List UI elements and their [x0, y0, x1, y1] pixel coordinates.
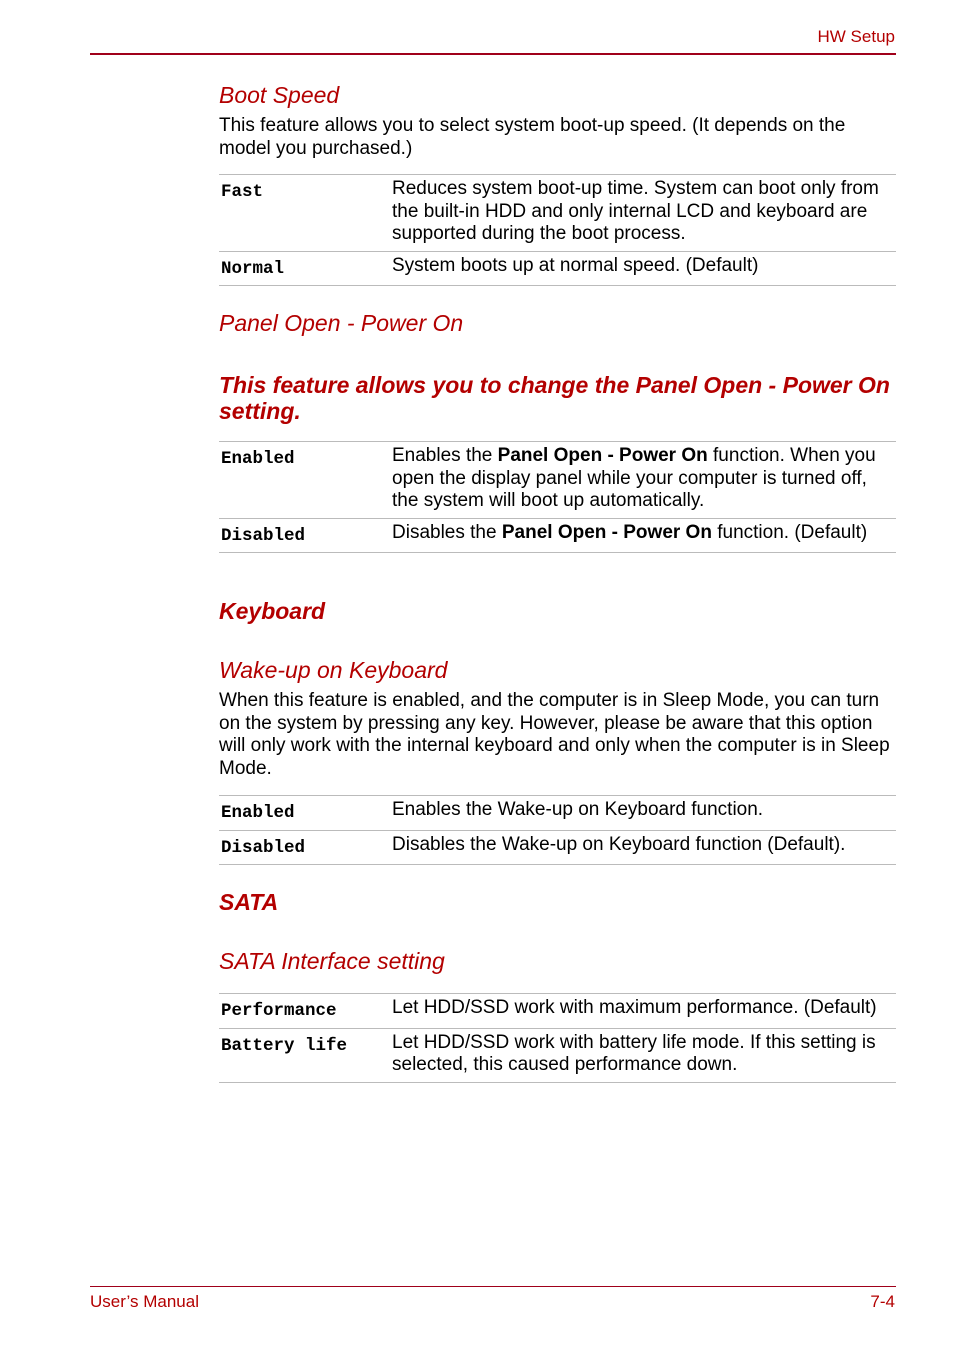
- desc-pre: Disables the: [392, 521, 502, 543]
- wake-keyboard-block: [219, 657, 896, 780]
- option-key: Disabled: [221, 837, 306, 858]
- running-header: HW Setup: [817, 27, 895, 46]
- table-row: [219, 1028, 896, 1082]
- table-row: [219, 830, 896, 865]
- option-desc: Enables the Wake-up on Keyboard function.: [392, 799, 764, 820]
- option-key: Performance: [221, 1001, 337, 1021]
- option-desc: Let HDD/SSD work with maximum performance. (Default): [392, 997, 877, 1018]
- desc-bold: Panel Open - Power On: [497, 445, 708, 466]
- table-row: [219, 442, 896, 519]
- option-desc: Reduces system boot-up time. System can boot only from the built-in HDD and only internal LCD and keyboard are supported during the boot process.: [392, 178, 879, 244]
- option-key: Enabled: [221, 449, 295, 469]
- option-desc: [392, 442, 896, 519]
- keyboard-heading: Keyboard: [219, 598, 326, 624]
- sata-heading: SATA: [219, 889, 279, 915]
- page-number: 7-4: [870, 1292, 895, 1311]
- panel-open-heading: Panel Open - Power On: [219, 310, 464, 336]
- option-desc: [392, 518, 896, 553]
- header-rule: [90, 53, 896, 55]
- table-row: [219, 796, 896, 831]
- sata-interface-heading: SATA Interface setting: [219, 948, 445, 974]
- option-key: Battery life: [221, 1035, 348, 1056]
- table-row: [219, 251, 896, 286]
- option-key: Disabled: [221, 525, 306, 546]
- boot-speed-heading: Boot Speed: [219, 82, 340, 108]
- sata-interface-block: [219, 948, 896, 975]
- option-key: Normal: [221, 258, 285, 279]
- panel-open-note: This feature allows you to change the Panel Open - Power On setting.: [219, 372, 890, 424]
- boot-speed-description: This feature allows you to select system boot-up speed. (It depends on the model you purchased.): [219, 115, 846, 159]
- footer-manual-title: User’s Manual: [90, 1292, 199, 1311]
- option-desc: System boots up at normal speed. (Default): [392, 254, 759, 276]
- boot-speed-table: [219, 174, 896, 286]
- table-row: [219, 994, 896, 1029]
- desc-post: function. When you open the display panel while your computer is turned off, the system will boot up automatically.: [392, 445, 876, 511]
- option-desc: Let HDD/SSD work with battery life mode. If this setting is selected, this caused performance down.: [392, 1031, 876, 1075]
- wake-keyboard-heading: Wake-up on Keyboard: [219, 657, 448, 683]
- table-row: [219, 175, 896, 252]
- table-row: [219, 518, 896, 553]
- keyboard-section: [219, 598, 896, 624]
- desc-bold: Panel Open - Power On: [501, 521, 712, 543]
- panel-open-table: [219, 441, 896, 553]
- option-key: Enabled: [221, 803, 295, 823]
- desc-pre: Enables the: [392, 445, 498, 466]
- option-key: Fast: [221, 182, 264, 202]
- boot-speed-section: [219, 82, 896, 160]
- panel-open-note-block: [219, 372, 896, 424]
- option-desc: Disables the Wake-up on Keyboard function (Default).: [392, 833, 846, 855]
- desc-post: function. (Default): [711, 521, 868, 543]
- keyboard-table: [219, 795, 896, 865]
- sata-section: [219, 889, 896, 915]
- footer-rule: [90, 1286, 896, 1287]
- panel-open-section: [219, 310, 896, 337]
- sata-table: [219, 993, 896, 1083]
- wake-keyboard-description: When this feature is enabled, and the computer is in Sleep Mode, you can turn on the system by pressing any key. However, please be aware that this option will only work with the internal keyboard and only when the computer is in Sleep Mode.: [219, 690, 890, 779]
